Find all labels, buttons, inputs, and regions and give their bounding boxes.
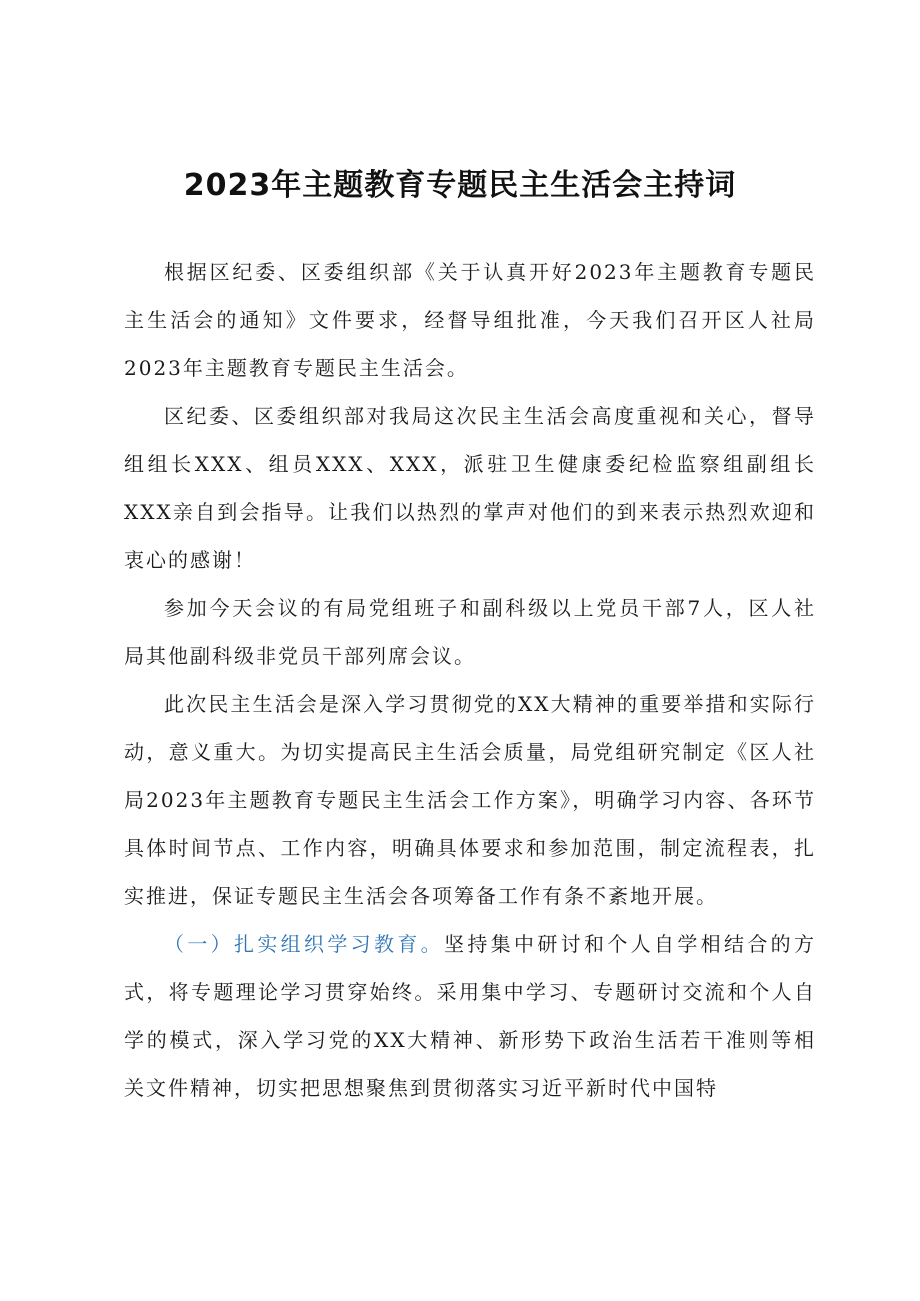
section-heading: （一）扎实组织学习教育。	[164, 932, 444, 956]
paragraph-text: 参加今天会议的有局党组班子和副科级以上党员干部7人，区人社局其他副科级非党员干部列席会议。	[124, 596, 816, 668]
paragraph-text: 区纪委、区委组织部对我局这次民主生活会高度重视和关心，督导组组长XXX、组员XXX、XXX，派驻卫生健康委纪检监察组副组长XXX亲自到会指导。让我们以热烈的掌声对他们的到来表示热烈欢迎和衷心的感谢！	[124, 404, 816, 572]
paragraph-text: 根据区纪委、区委组织部《关于认真开好2023年主题教育专题民主生活会的通知》文件要求，经督导组批准，今天我们召开区人社局2023年主题教育专题民主生活会。	[124, 260, 816, 380]
document-body	[124, 248, 816, 1112]
paragraph-text: 坚持集中研讨和个人自学相结合的方式，将专题理论学习贯穿始终。采用集中学习、专题研讨交流和个人自学的模式，深入学习党的XX大精神、新形势下政治生活若干准则等相关文件精神，切实把思想聚焦到贯彻落实习近平新时代中国特	[124, 932, 816, 1100]
document-title: 2023年主题教育专题民主生活会主持词	[183, 168, 737, 203]
paragraph-significance	[124, 680, 816, 920]
paragraph-text: 此次民主生活会是深入学习贯彻党的XX大精神的重要举措和实际行动，意义重大。为切实提高民主生活会质量，局党组研究制定《区人社局2023年主题教育专题民主生活会工作方案》，明确学习内容、各环节具体时间节点、工作内容，明确具体要求和参加范围，制定流程表，扎实推进，保证专题民主生活会各项筹备工作有条不紊地开展。	[124, 692, 816, 908]
paragraph-intro	[124, 248, 816, 392]
paragraph-guests	[124, 392, 816, 584]
paragraph-section-one	[124, 920, 816, 1112]
paragraph-attendees	[124, 584, 816, 680]
